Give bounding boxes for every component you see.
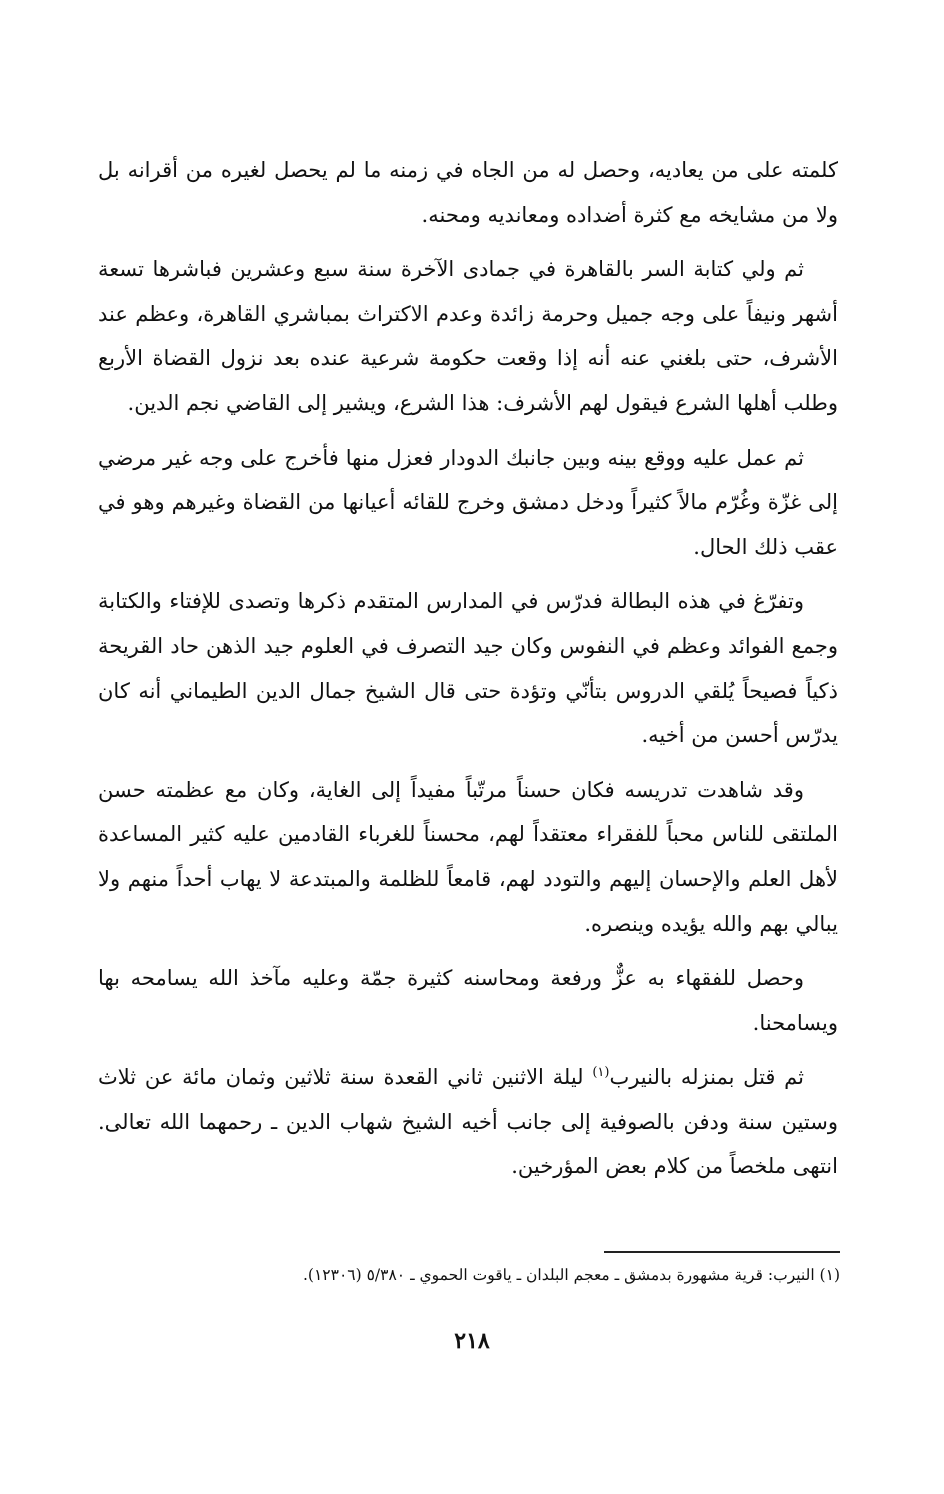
- paragraph-7-start: ثم قتل بمنزله بالنيرب: [609, 1065, 804, 1090]
- footnote: (١) النيرب: قرية مشهورة بدمشق ـ معجم البلدان ـ ياقوت الحموي ـ ٥/٣٨٠ (١٢٣٠٦).: [303, 1266, 840, 1284]
- paragraph-1: كلمته على من يعاديه، وحصل له من الجاه في زمنه ما لم يحصل لغيره من أقرانه بل ولا من مشايخه مع كثرة أضداده ومعانديه ومحنه.: [98, 158, 838, 227]
- footnote-divider: [604, 1251, 840, 1253]
- page-number: ٢١٨: [454, 1328, 490, 1354]
- paragraph-7-end: ليلة الاثنين ثاني القعدة سنة ثلاثين وثمان مائة عن ثلاث وستين سنة ودفن بالصوفية إلى جانب أخيه الشيخ شهاب الدين ـ رحمهما الله تعالى. انتهى ملخصاً من كلام بعض المؤرخين.: [98, 1065, 838, 1179]
- paragraph-5: وقد شاهدت تدريسه فكان حسناً مرتّباً مفيداً إلى الغاية، وكان مع عظمته حسن الملتقى للناس محباً للفقراء معتقداً لهم، محسناً للغرباء القادمين عليه كثير المساعدة لأهل العلم والإحسان إليهم والتودد لهم، قامعاً للظلمة والمبتدعة لا يهاب أحداً منهم ولا يبالي بهم والله يؤيده وينصره.: [98, 777, 838, 936]
- paragraph-2: ثم ولي كتابة السر بالقاهرة في جمادى الآخرة سنة سبع وعشرين فباشرها تسعة أشهر ونيفاً على وجه جميل وحرمة زائدة وعدم الاكتراث بمباشري القاهرة، وعظم عند الأشرف، حتى بلغني عنه أنه إذا وقعت حكومة شرعية عنده بعد نزول القضاة الأربع وطلب أهلها الشرع فيقول لهم الأشرف: هذا الشرع، ويشير إلى القاضي نجم الدين.: [98, 257, 838, 415]
- main-text-block: [98, 148, 838, 1199]
- paragraph-4: وتفرّغ في هذه البطالة فدرّس في المدارس المتقدم ذكرها وتصدى للإفتاء والكتابة وجمع الفوائد وعظم في النفوس وكان جيد التصرف في العلوم جيد الذهن حاد القريحة ذكياً فصيحاً يُلقي الدروس بتأنّي وتؤدة حتى قال الشيخ جمال الدين الطيماني أنه كان يدرّس أحسن من أخيه.: [98, 589, 838, 748]
- footnote-reference[interactable]: (١): [592, 1065, 610, 1081]
- paragraph-7: [98, 1055, 838, 1189]
- paragraph-3: ثم عمل عليه ووقع بينه وبين جانبك الدودار فعزل منها فأخرج على وجه غير مرضي إلى غزّة وغُرّم مالاً كثيراً ودخل دمشق وخرج للقائه أعيانها من القضاة وغيرهم وهو في عقب ذلك الحال.: [98, 445, 838, 559]
- paragraph-6: وحصل للفقهاء به عزٌّ ورفعة ومحاسنه كثيرة جمّة وعليه مآخذ الله يسامحه بها ويسامحنا.: [98, 966, 838, 1035]
